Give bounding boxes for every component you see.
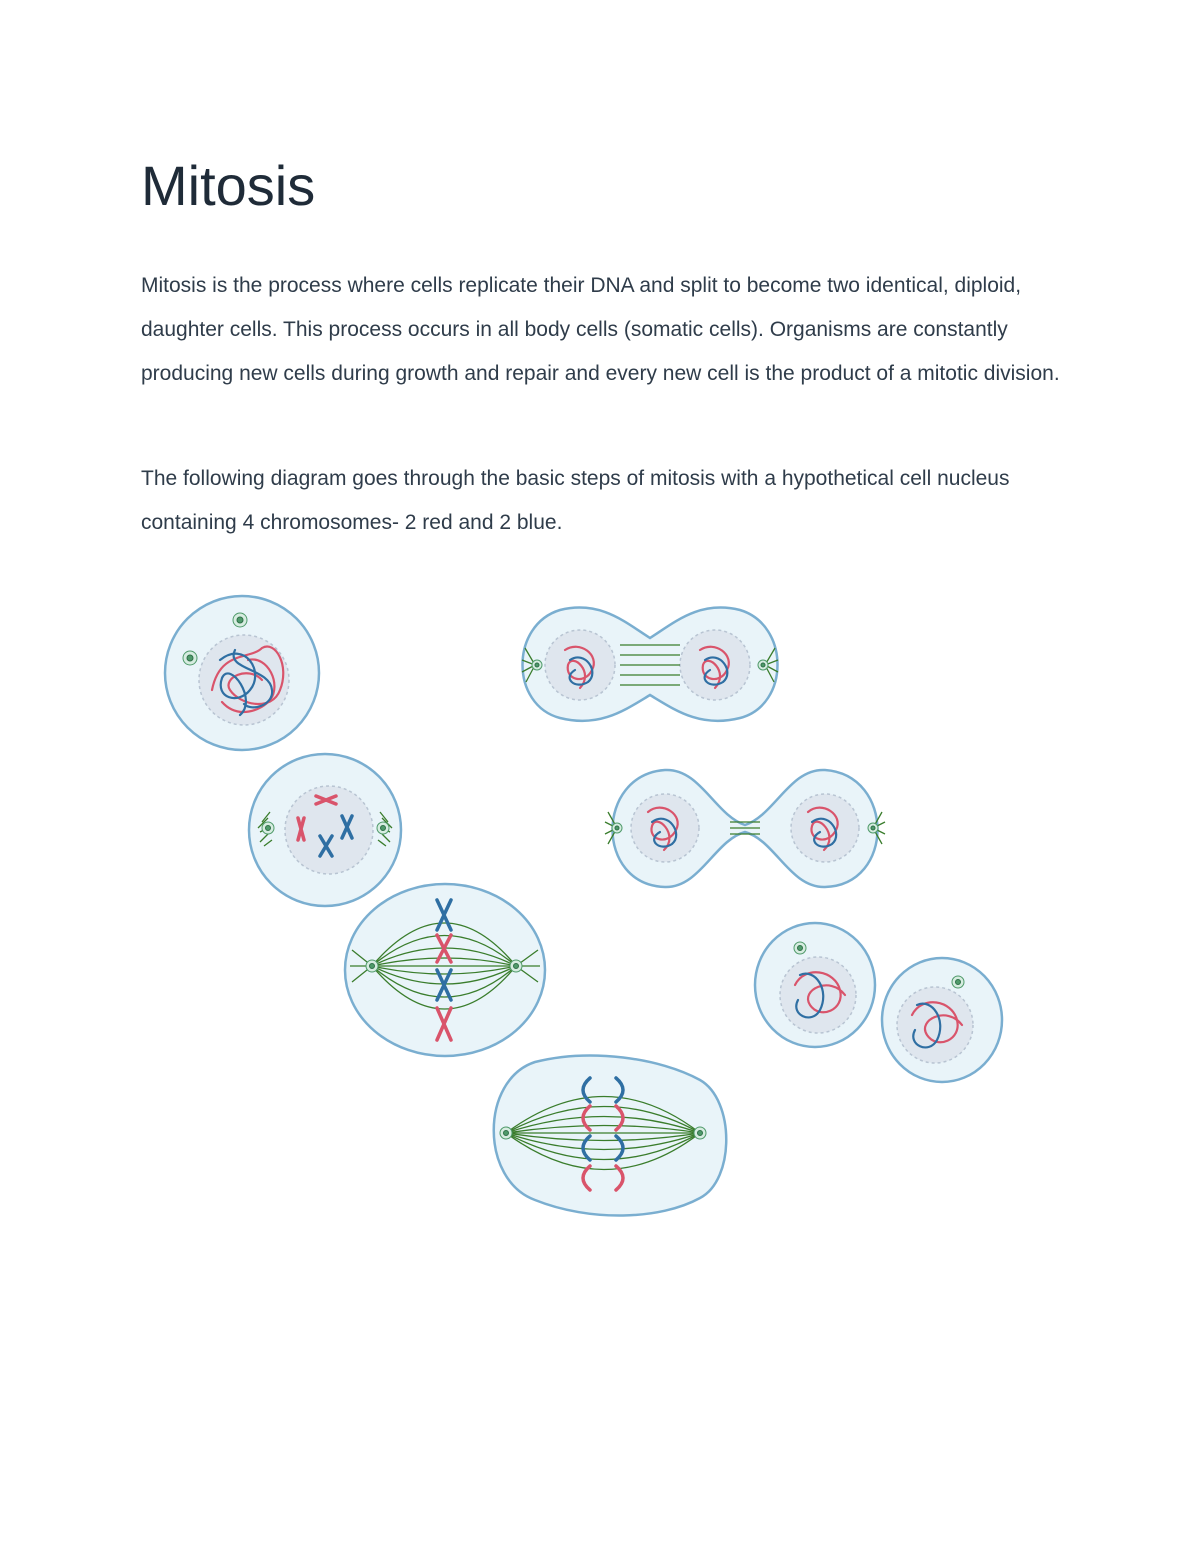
anaphase-cell bbox=[494, 1056, 727, 1216]
prophase-cell bbox=[249, 754, 401, 906]
intro-paragraph: Mitosis is the process where cells replicate their DNA and split to become two identical, diploid, daughter cells. This process occurs in all body cells (somatic cells). Organisms are constantly producing new cells during growth and repair and every new cell is the product of a mitotic division. bbox=[141, 274, 1060, 385]
diagram-description-paragraph: The following diagram goes through the basic steps of mitosis with a hypothetical cell nucleus containing 4 chromosomes- 2 red and 2 blue. bbox=[141, 467, 1010, 534]
metaphase-cell bbox=[345, 884, 545, 1056]
page-title: Mitosis bbox=[141, 154, 316, 217]
mitosis-diagram bbox=[150, 585, 1020, 1225]
cytokinesis-cell bbox=[605, 770, 885, 887]
telophase-cell bbox=[522, 607, 778, 720]
daughter-cells bbox=[755, 923, 1002, 1082]
interphase-cell bbox=[165, 596, 319, 750]
